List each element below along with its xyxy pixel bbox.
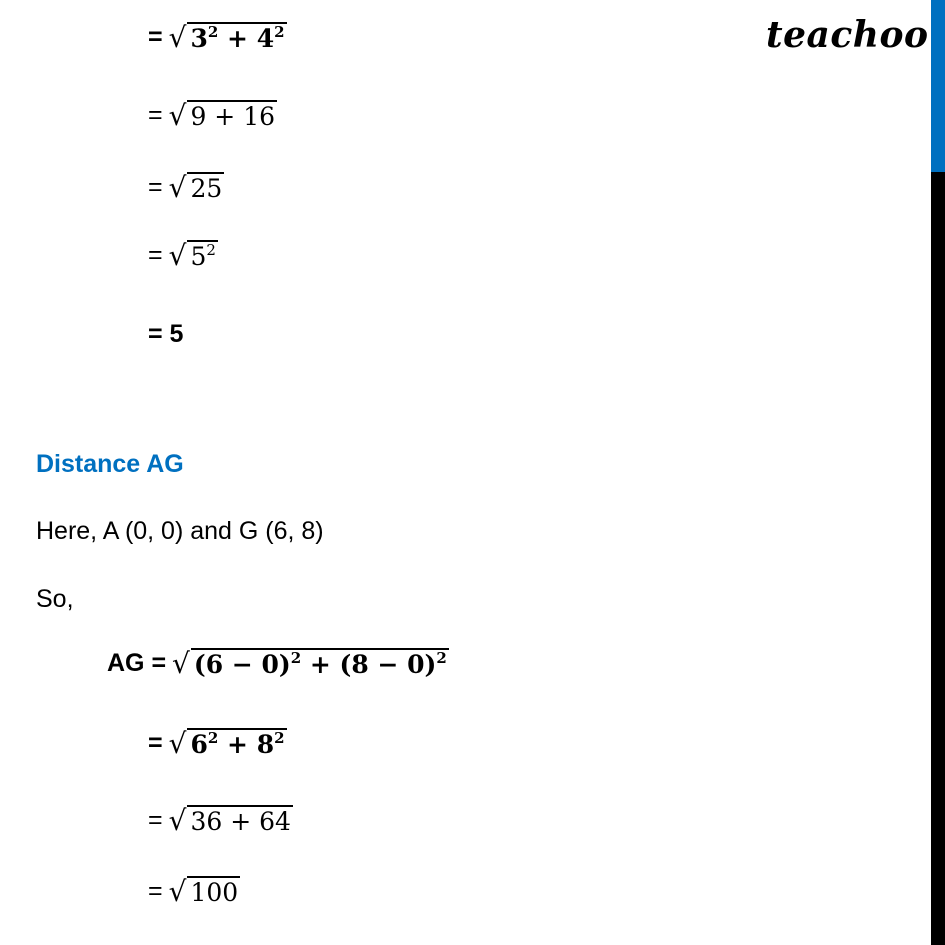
step-line-2 [148,99,277,133]
step-line-3 [148,171,224,205]
equals-sign: = [148,241,163,270]
side-accent-bar [931,0,945,172]
equals-sign: = [148,729,163,758]
radical-icon: √ [168,239,187,273]
radical-icon: √ [168,804,187,838]
step-line-1 [148,21,287,55]
radicand: $(6 - 0)^2 + (8 - 0)^2$ [191,648,449,678]
radicand: 25 [187,172,224,202]
step-line-7 [148,804,293,838]
given-points: Here, A (0, 0) and G (6, 8) [36,517,324,545]
radical-icon: √ [168,171,187,205]
step-line-4 [148,239,218,273]
radicand: 9 + 16 [187,100,277,130]
equals-sign: = [148,23,163,52]
square-root [168,804,293,838]
square-root [168,171,225,205]
equals-sign: = [148,806,163,835]
square-root [168,727,287,761]
radicand: 100 [187,876,240,906]
so-label: So, [36,585,74,613]
square-root [168,21,287,55]
equals-sign: = [148,101,163,130]
radical-icon: √ [168,727,187,761]
square-root [168,875,241,909]
radicand: 36 + 64 [187,805,292,835]
side-dark-bar [931,172,945,945]
teachoo-logo: teachoo [766,14,929,56]
square-root [172,647,449,681]
radical-icon: √ [168,875,187,909]
ag-label: AG = [107,649,167,678]
radical-icon: √ [168,21,187,55]
step-line-8 [148,875,240,909]
step-line-result: = 5 [148,320,184,348]
radicand: $6^2 + 8^2$ [187,728,286,758]
radical-icon: √ [172,647,190,681]
step-line-6 [148,727,287,761]
square-root [168,99,277,133]
radicand: $3^2 + 4^2$ [187,22,286,52]
radical-icon: √ [168,99,187,133]
radicand: $5^2$ [187,240,217,270]
equals-sign: = [148,173,163,202]
equals-sign: = [148,877,163,906]
ag-formula-line [107,647,449,681]
square-root [168,239,218,273]
section-heading: Distance AG [36,450,184,478]
